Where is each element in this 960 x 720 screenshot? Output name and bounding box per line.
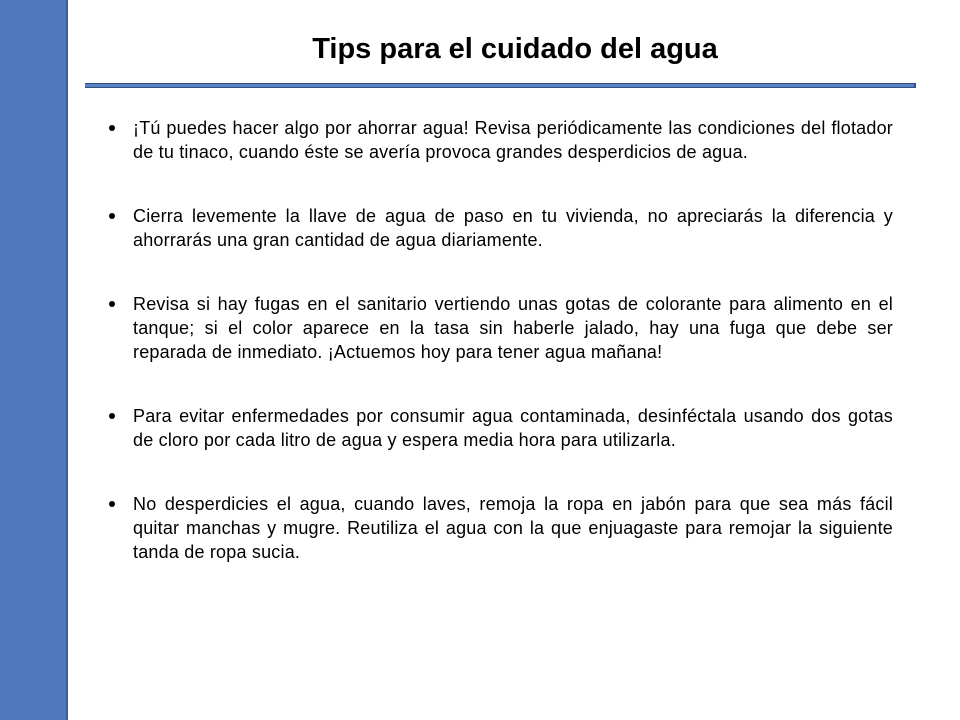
bullet-text: Cierra levemente la llave de agua de paso en tu vivienda, no apreciarás la diferencia y ahorrarás una gran cantidad de agua diariamente.: [133, 206, 893, 250]
bullet-item: [133, 292, 893, 364]
bullet-dot-icon: [109, 125, 115, 131]
bullet-text: No desperdicies el agua, cuando laves, remoja la ropa en jabón para que sea más fácil quitar manchas y mugre. Reutiliza el agua con la que enjuagaste para remojar la siguiente tanda de ropa sucia.: [133, 494, 893, 562]
bullet-item: [133, 204, 893, 252]
bullet-text: Para evitar enfermedades por consumir agua contaminada, desinféctala usando dos gotas de cloro por cada litro de agua y espera media hora para utilizarla.: [133, 406, 893, 450]
bullet-text: ¡Tú puedes hacer algo por ahorrar agua! Revisa periódicamente las condiciones del flotador de tu tinaco, cuando éste se avería provoca grandes desperdicios de agua.: [133, 118, 893, 162]
bullet-dot-icon: [109, 213, 115, 219]
bullet-item: [133, 492, 893, 564]
side-accent-bar: [0, 0, 68, 720]
title-underline-rule: [85, 83, 916, 88]
bullet-text: Revisa si hay fugas en el sanitario vertiendo unas gotas de colorante para alimento en el tanque; si el color aparece en la tasa sin haberle jalado, hay una fuga que debe ser reparada de inmediato. ¡Actuemos hoy para tener agua mañana!: [133, 294, 893, 362]
bullet-item: [133, 116, 893, 164]
bullet-dot-icon: [109, 413, 115, 419]
bullet-dot-icon: [109, 501, 115, 507]
bullet-dot-icon: [109, 301, 115, 307]
bullet-list: [133, 116, 893, 564]
bullet-item: [133, 404, 893, 452]
slide-title: Tips para el cuidado del agua: [312, 33, 718, 65]
